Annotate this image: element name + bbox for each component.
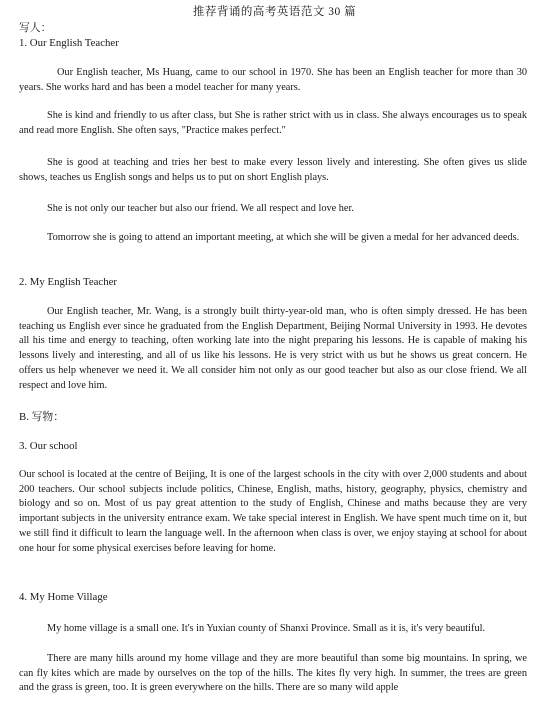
- essay-heading-1: 1. Our English Teacher: [19, 37, 119, 49]
- essay2-paragraph-1: Our English teacher, Mr. Wang, is a strongly built thirty-year-old man, who is often simply dressed. He has been teaching us English ever since he graduated from the English Department, Beijing Normal University in 1993. He devotes all his time and energy to teaching, often working late into the night preparing his lessons. He is capable of making his lessons lively and interesting, and all of us like his lessons. He is very strict with us but he shows us great concern. He offers us help whenever we need it. We all consider him not only as our good teacher but also as our close friend. We all respect and love him.: [19, 306, 527, 391]
- document-title: 推荐背诵的高考英语范文 30 篇: [192, 6, 357, 18]
- section-label-objects: B. 写物：: [19, 411, 64, 423]
- essay3-paragraph-1: Our school is located at the centre of Beijing, It is one of the largest schools in the city with over 2,000 students and about 200 teachers. Our school subjects include politics, Chinese, English, maths, history, geography, physics, chemistry and biology and so on. Most of us pay great attention to the study of English, Chinese and maths because they are very important subjects in the university entrance exam. We take special interest in English. We have spent much time on it, but we still find it difficult to learn the language well. In the afternoon when class is over, we enjoy staying at school for about one hour for some physical exercises before leaving for home.: [19, 469, 527, 554]
- essay1-paragraph-1: Our English teacher, Ms Huang, came to our school in 1970. She has been an English teacher for more than 30 years. She works hard and has been a model teacher for many years.: [19, 67, 527, 93]
- essay1-paragraph-4: She is not only our teacher but also our friend. We all respect and love her.: [47, 203, 354, 214]
- essay-heading-4: 4. My Home Village: [19, 591, 108, 603]
- essay1-paragraph-5: Tomorrow she is going to attend an important meeting, at which she will be given a medal for her advanced deeds.: [47, 232, 520, 243]
- essay-heading-3: 3. Our school: [19, 440, 78, 452]
- essay4-paragraph-1: My home village is a small one. It's in Yuxian county of Shanxi Province. Small as it is, it's very beautiful.: [47, 623, 486, 634]
- essay4-paragraph-2: There are many hills around my home village and they are more beautiful than some big mountains. In spring, we can fly kites which are made by ourselves on the top of the hills. The kites fly very high. In summer, the trees are green and the grass is green, too. It is green everywhere on the hills. There are so many wild apple: [19, 653, 527, 694]
- essay-heading-2: 2. My English Teacher: [19, 276, 117, 288]
- essay1-paragraph-3: She is good at teaching and tries her best to make every lesson lively and interesting. She often gives us slide shows, teaches us English songs and helps us to put on short English plays.: [19, 157, 527, 183]
- section-label-people: 写人：: [19, 22, 52, 34]
- essay1-paragraph-2: She is kind and friendly to us after class, but She is rather strict with us in class. She always encourages us to speak and read more English. She often says, "Practice makes perfect.": [19, 110, 527, 136]
